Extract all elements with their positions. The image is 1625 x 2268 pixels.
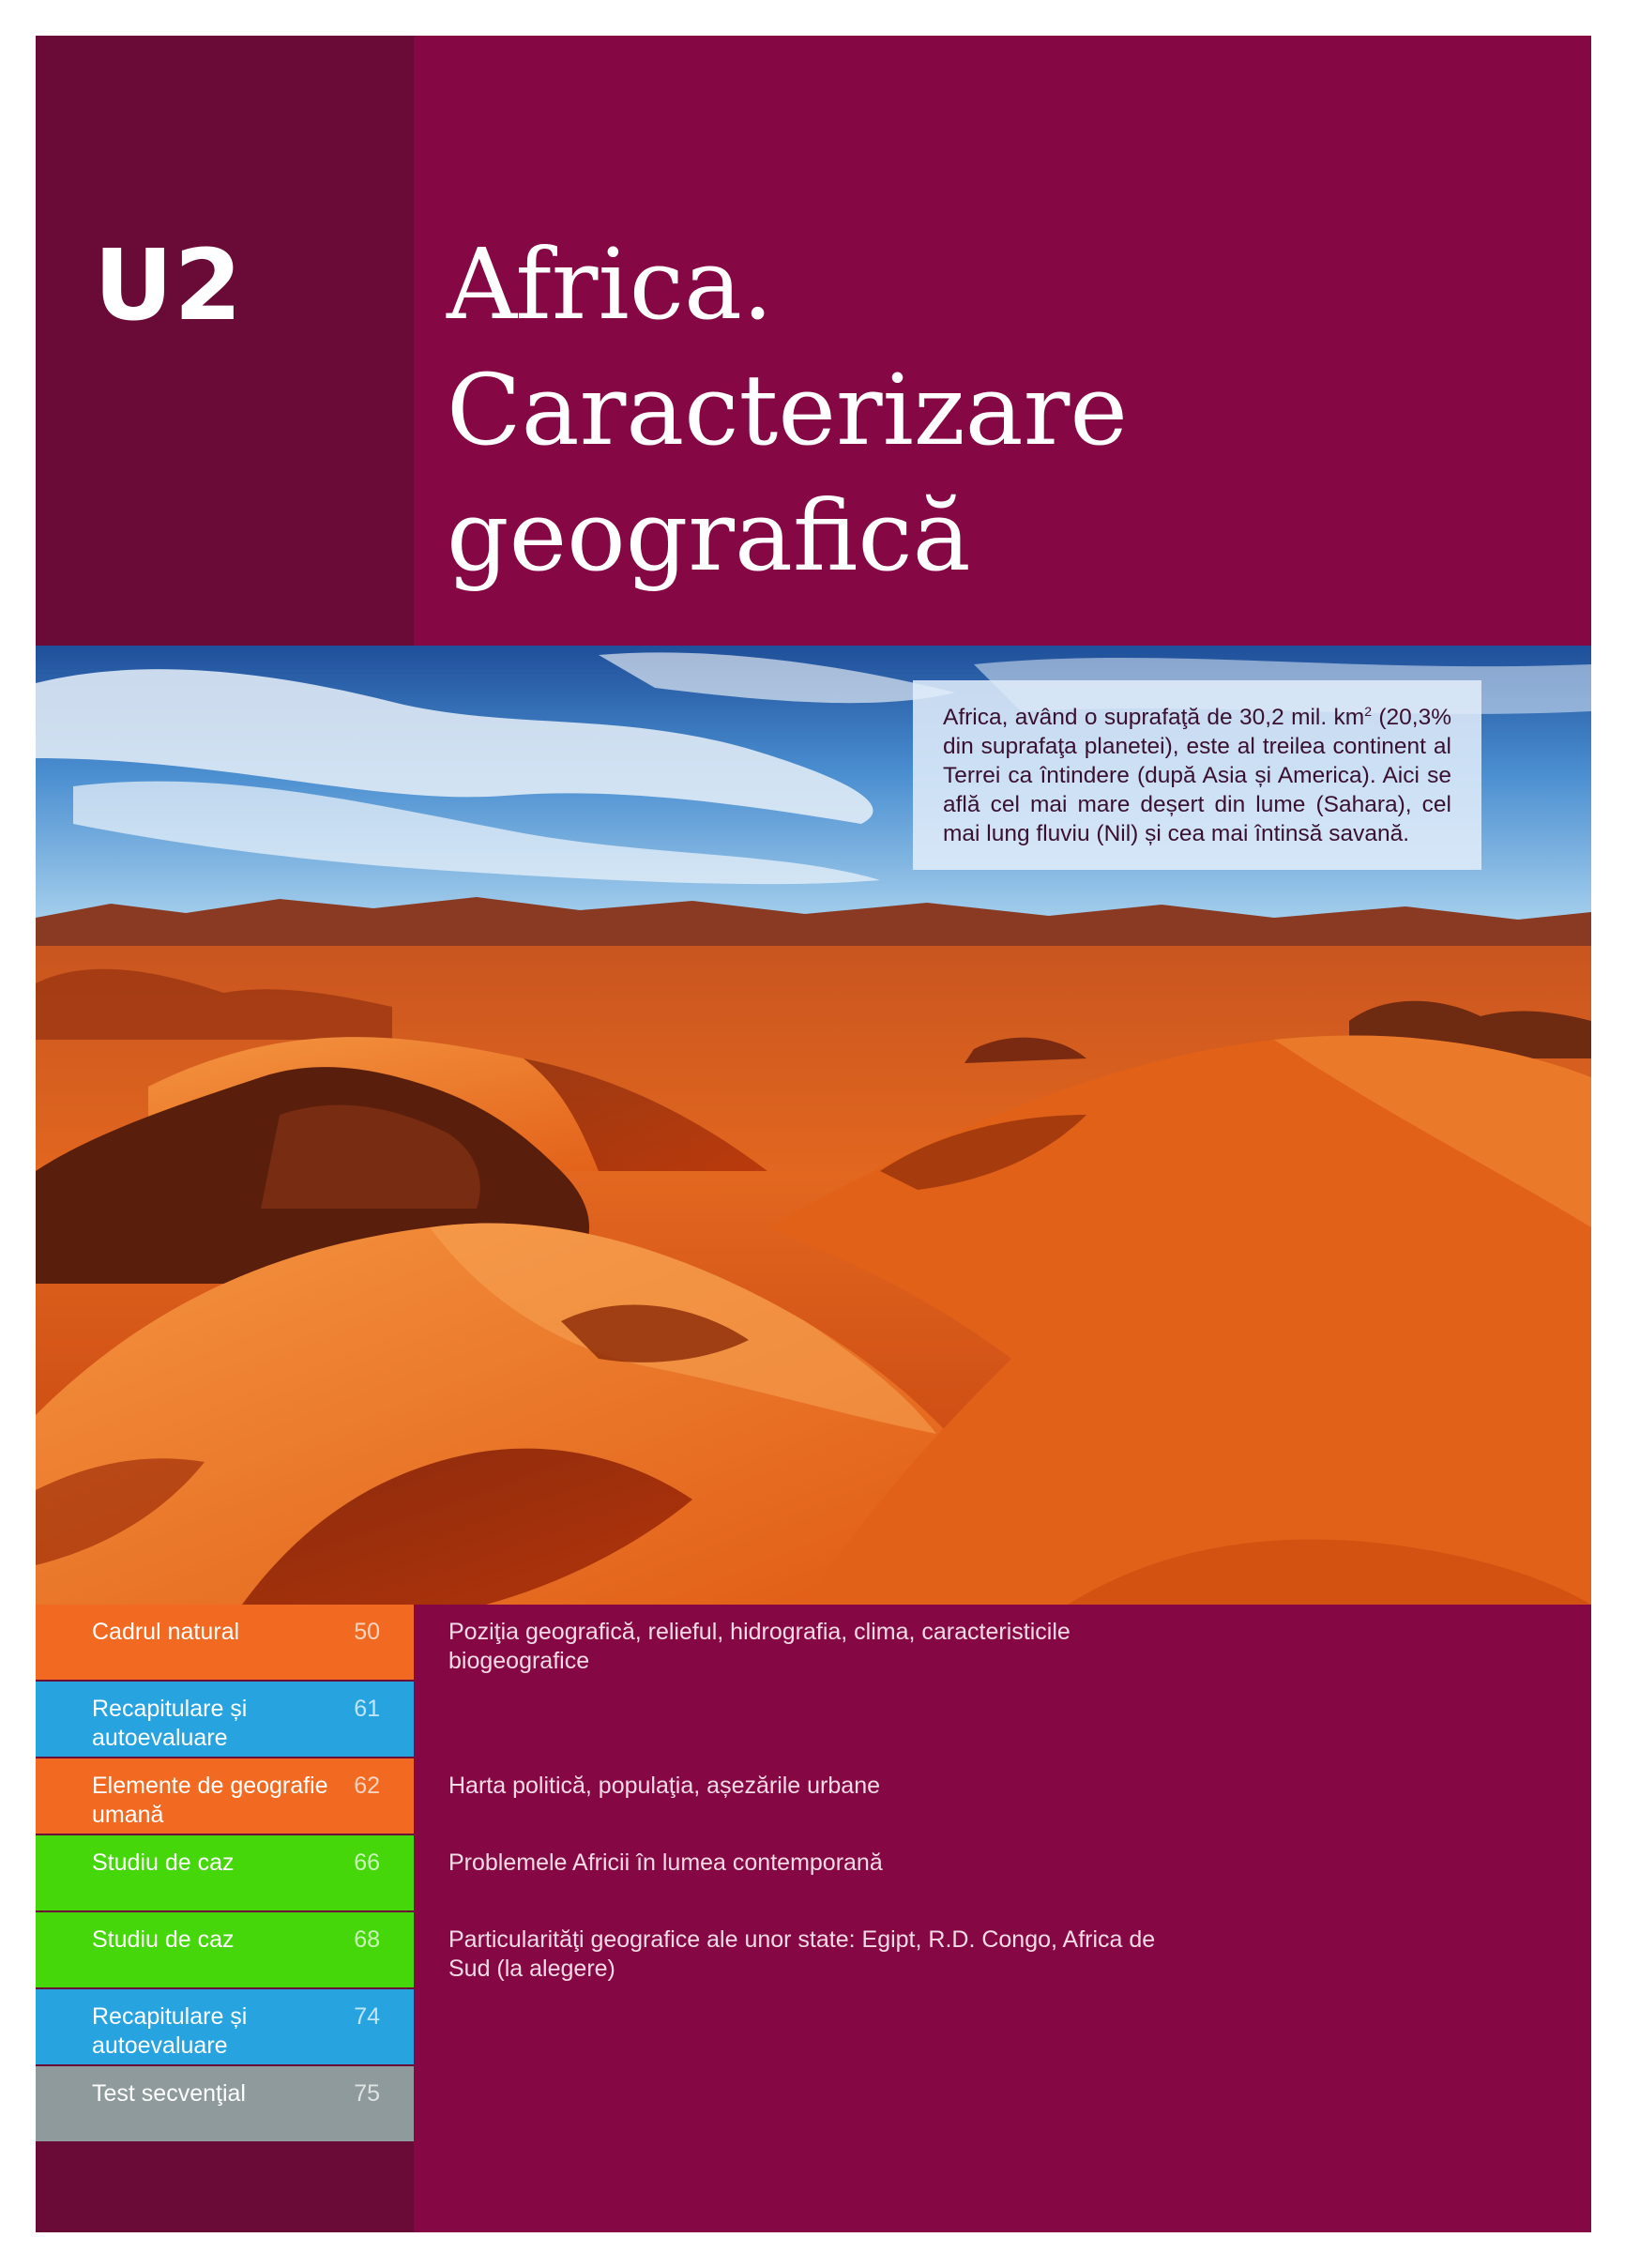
toc-label: Recapitulare și autoevaluare	[92, 2003, 248, 2059]
toc-page-number: 74	[354, 2003, 380, 2030]
toc-description: Harta politică, populaţia, așezările urbane	[448, 1773, 880, 1799]
toc-row[interactable]	[36, 1758, 1591, 1834]
toc-label: Recapitulare și autoevaluare	[92, 1696, 248, 1751]
toc-page-number: 66	[354, 1849, 380, 1876]
toc-row[interactable]	[36, 1989, 1591, 2064]
toc-label: Test secvenţial	[92, 2080, 246, 2107]
title-line: Caracterizare	[447, 353, 1128, 467]
unit-code: U2	[94, 228, 243, 342]
intro-text-continued: (20,3% din suprafaţa planetei), este al treilea continent al Terrei ca întindere (după Asia și America). Aici se află cel mai mare deșert din lume (Sahara), cel mai lung fluviu (Nil) și cea mai întinsă savană.	[943, 705, 1451, 846]
intro-text: Africa, având o suprafaţă de 30,2 mil. km	[943, 705, 1365, 730]
toc-page-number: 50	[354, 1619, 380, 1645]
toc-description: Problemele Africii în lumea contemporană	[448, 1849, 883, 1876]
toc-page-number: 75	[354, 2080, 380, 2107]
toc-row[interactable]	[36, 1605, 1591, 1680]
chapter-opener-page	[36, 36, 1591, 2232]
toc-tab	[36, 1682, 414, 1757]
table-of-contents	[36, 1605, 1591, 2149]
toc-tab	[36, 1912, 414, 1987]
toc-row[interactable]	[36, 1682, 1591, 1757]
toc-tab	[36, 1758, 414, 1834]
toc-description: Poziţia geografică, relieful, hidrografia, clima, caracteristicile biogeografice	[448, 1619, 1071, 1674]
toc-label: Cadrul natural	[92, 1619, 240, 1645]
toc-label: Studiu de caz	[92, 1926, 235, 1953]
toc-row[interactable]	[36, 1912, 1591, 1987]
chapter-title	[447, 221, 1128, 599]
toc-tab	[36, 1989, 414, 2064]
toc-row[interactable]	[36, 1835, 1591, 1910]
toc-tab	[36, 2066, 414, 2141]
toc-page-number: 68	[354, 1926, 380, 1953]
title-line: Africa.	[447, 227, 774, 342]
superscript: 2	[1364, 703, 1372, 719]
toc-label: Elemente de geografie umană	[92, 1773, 328, 1828]
intro-text-box	[913, 680, 1481, 870]
toc-tab	[36, 1605, 414, 1680]
toc-tab	[36, 1835, 414, 1910]
toc-row[interactable]	[36, 2066, 1591, 2141]
toc-page-number: 62	[354, 1773, 380, 1799]
title-line: geografică	[447, 479, 971, 593]
toc-page-number: 61	[354, 1696, 380, 1722]
toc-description: Particularităţi geografice ale unor state: Egipt, R.D. Congo, Africa de Sud (la alegere)	[448, 1926, 1156, 1982]
toc-label: Studiu de caz	[92, 1849, 235, 1876]
